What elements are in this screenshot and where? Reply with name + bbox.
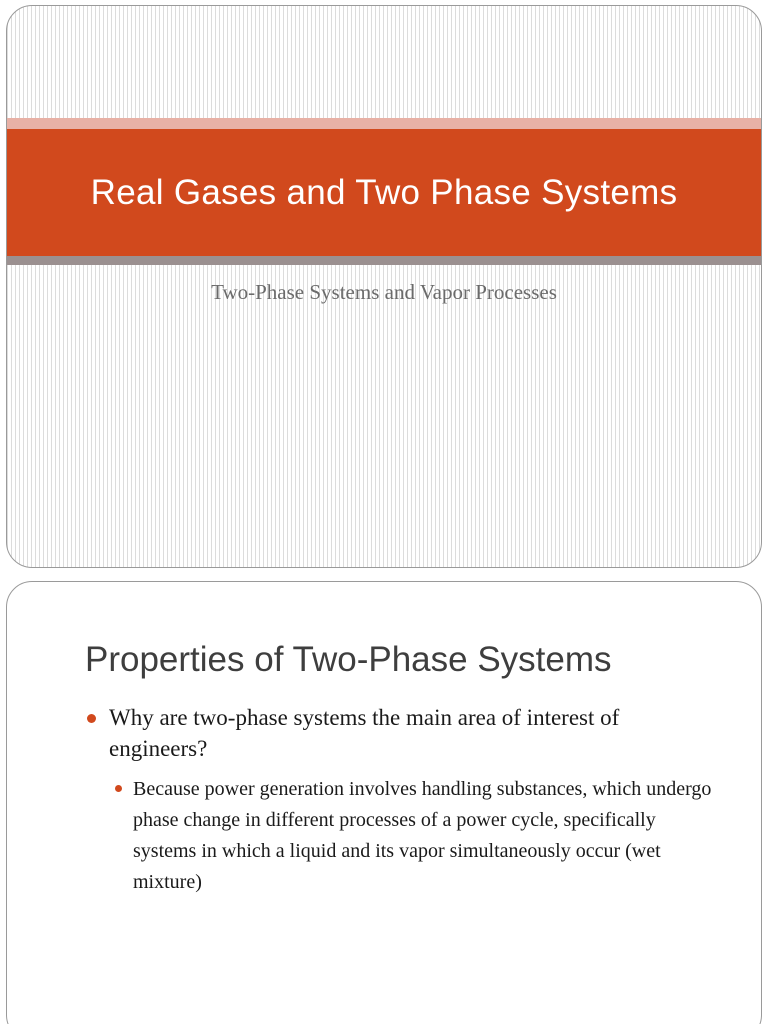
bullet-item (85, 702, 705, 764)
bullet-text: Why are two-phase systems the main area of interest of engineers? (109, 705, 620, 761)
bullet-dot-icon (87, 714, 96, 723)
sub-bullet-text: Because power generation involves handling substances, which undergo phase change in different processes of a power cycle, specifically systems in which a liquid and its vapor simultaneously occur (wet mixture) (133, 778, 712, 893)
slide-heading: Properties of Two-Phase Systems (85, 640, 612, 679)
sub-bullet-item (111, 774, 721, 898)
slide-subtitle: Two-Phase Systems and Vapor Processes (211, 280, 557, 304)
sub-bullet-dot-icon (115, 785, 122, 792)
slide-title: Real Gases and Two Phase Systems (90, 173, 678, 212)
title-slide (6, 5, 762, 568)
accent-band-top (7, 118, 761, 129)
content-slide (6, 581, 762, 1024)
accent-band-bottom (7, 256, 761, 265)
